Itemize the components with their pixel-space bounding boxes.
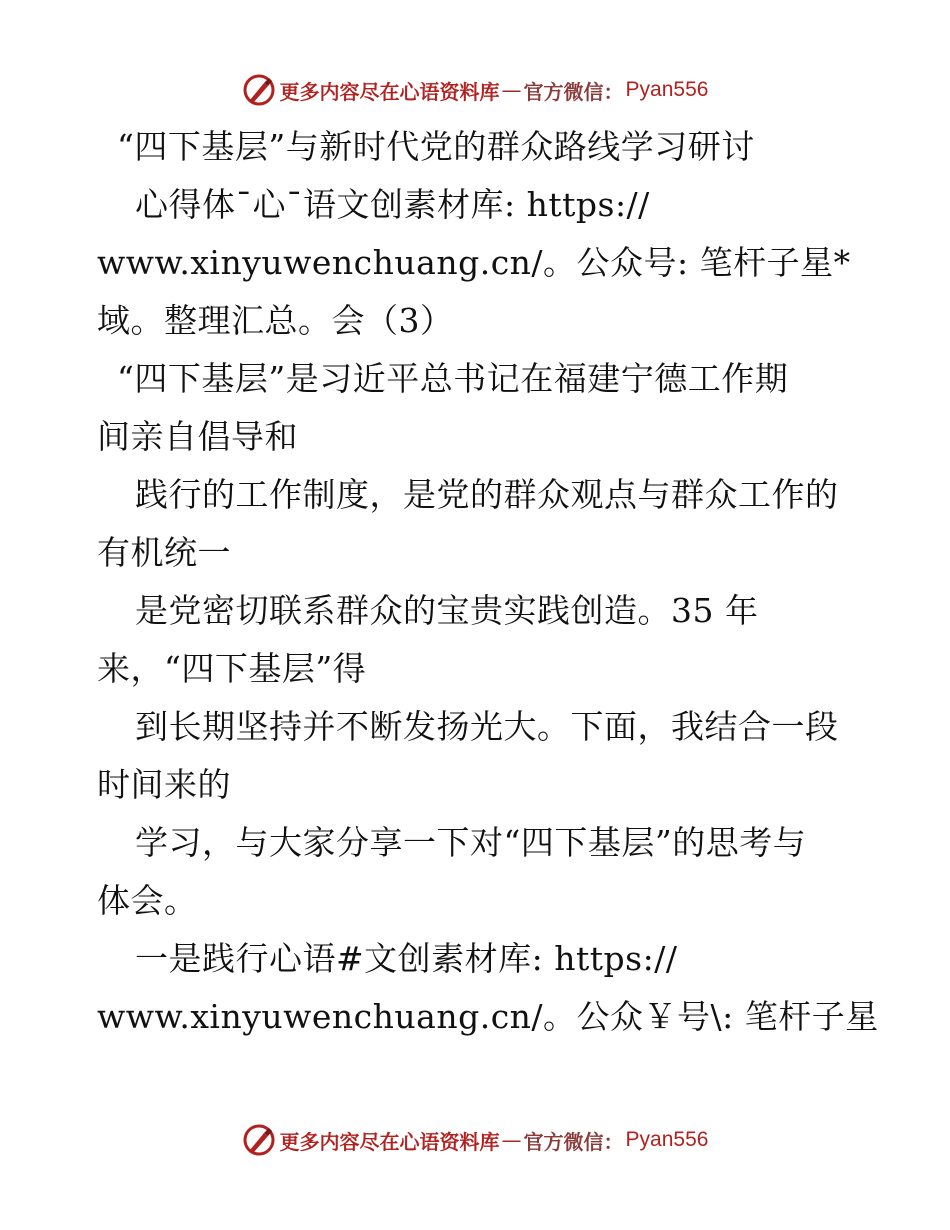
watermark-wechat-id: Pyan556: [625, 1128, 709, 1151]
text-line: 时间来的: [97, 765, 231, 804]
text-line: 有机统一: [97, 533, 231, 572]
text-line: 域。整理汇总。会（3）: [97, 301, 454, 340]
watermark-text: 更多内容尽在心语资料库: [279, 1129, 500, 1154]
pen-logo-icon: [242, 73, 276, 107]
text-line: 一是践行心语#文创素材库: https://: [135, 939, 678, 978]
watermark-dash: —: [501, 1128, 522, 1152]
text-line: www.xinyuwenchuang.cn/。公众号: 笔杆子星*: [97, 243, 851, 282]
text-line: 学习，与大家分享一下对“四下基层”的思考与: [135, 823, 807, 862]
text-line: 到长期坚持并不断发扬光大。下面，我结合一段: [135, 707, 839, 746]
watermark-label: 官方微信：: [523, 79, 624, 104]
document-title: “四下基层”与新时代党的群众路线学习研讨: [117, 127, 755, 166]
footer-watermark: [0, 1120, 950, 1160]
watermark-wechat-id: Pyan556: [625, 78, 709, 101]
watermark-dash: —: [501, 78, 522, 102]
text-line: 体会。: [97, 881, 198, 920]
text-line: 是党密切联系群众的宝贵实践创造。35 年: [135, 591, 759, 630]
text-line: 心得体¯心¯语文创素材库: https://: [135, 185, 650, 224]
text-line: “四下基层”是习近平总书记在福建宁德工作期: [117, 359, 789, 398]
document-body: [97, 118, 879, 1046]
text-line: 来，“四下基层”得: [97, 649, 367, 688]
header-watermark: [0, 70, 950, 110]
watermark-label: 官方微信：: [523, 1129, 624, 1154]
text-line: 间亲自倡导和: [97, 417, 298, 456]
watermark-text: 更多内容尽在心语资料库: [279, 79, 500, 104]
text-line: 践行的工作制度，是党的群众观点与群众工作的: [135, 475, 839, 514]
text-line: www.xinyuwenchuang.cn/。公众￥号\: 笔杆子星: [97, 997, 879, 1036]
pen-logo-icon: [242, 1123, 276, 1157]
